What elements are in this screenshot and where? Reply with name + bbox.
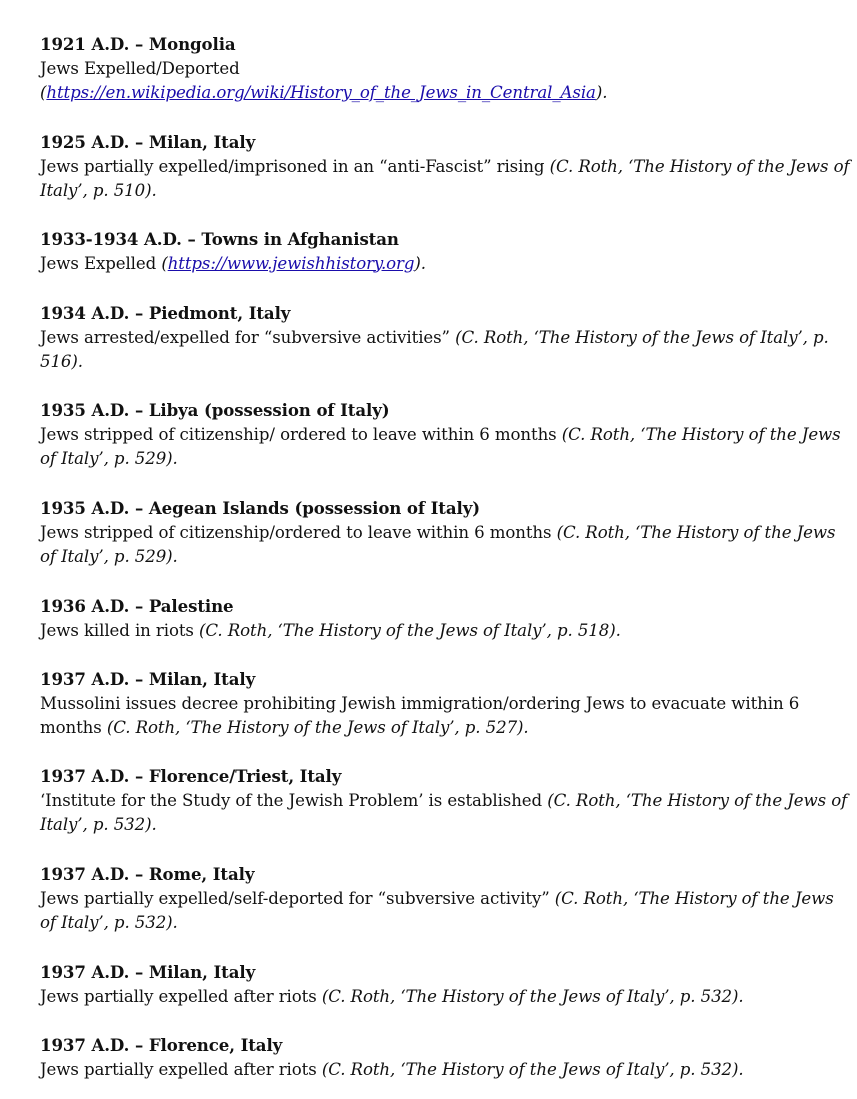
paren-close: ). (414, 253, 426, 273)
entry (40, 130, 852, 204)
entry (40, 398, 852, 472)
entry-description: Jews arrested/expelled for “subversive activities” (40, 327, 456, 347)
entry-text (40, 326, 852, 375)
entry-text (40, 155, 852, 204)
entry-description: Jews Expelled (40, 253, 162, 273)
entry-description: Jews stripped of citizenship/ ordered to leave within 6 months (40, 424, 562, 444)
entry-source: (C. Roth, ‘The History of the Jews of Italy’, p. 532). (321, 1059, 744, 1079)
entry (40, 1033, 744, 1082)
entry-text (40, 57, 607, 82)
entry-source: (C. Roth, ‘The History of the Jews of Italy’, p. 532). (40, 888, 834, 932)
entry (40, 594, 621, 643)
entry-heading: 1936 A.D. – Palestine (40, 596, 234, 616)
entry-heading: 1925 A.D. – Milan, Italy (40, 132, 256, 152)
entry (40, 862, 852, 936)
entry (40, 496, 852, 570)
entry-source: (C. Roth, ‘The History of the Jews of Italy’, p. 516). (40, 327, 829, 371)
entry-heading: 1935 A.D. – Aegean Islands (possession of Italy) (40, 498, 480, 518)
entry-text (40, 252, 426, 277)
entry (40, 960, 744, 1009)
entry-description: Jews partially expelled after riots (40, 986, 322, 1006)
entry-source: (C. Roth, ‘The History of the Jews of Italy’, p. 529). (40, 522, 836, 566)
entry-heading: 1937 A.D. – Florence/Triest, Italy (40, 766, 342, 786)
entry-description: Jews partially expelled after riots (40, 1059, 322, 1079)
entry (40, 227, 426, 276)
entry-text (40, 619, 621, 644)
entry-description: Jews killed in riots (40, 620, 200, 640)
entry-text (40, 423, 852, 472)
entry (40, 764, 852, 838)
entry-heading: 1937 A.D. – Milan, Italy (40, 962, 256, 982)
entry-description: ‘Institute for the Study of the Jewish Problem’ is established (40, 790, 548, 810)
entry-heading: 1937 A.D. – Milan, Italy (40, 669, 256, 689)
entry-source: (C. Roth, ‘The History of the Jews of Italy’, p. 529). (40, 424, 841, 468)
entry-description: Jews Expelled/Deported (40, 58, 240, 78)
entry-heading: 1933-1934 A.D. – Towns in Afghanistan (40, 229, 399, 249)
entry-description: Jews partially expelled/imprisoned in an “anti-Fascist” rising (40, 156, 550, 176)
entry-text (40, 1058, 744, 1083)
entry (40, 667, 852, 741)
paren-open: ( (161, 253, 168, 273)
entry-description: Jews stripped of citizenship/ordered to leave within 6 months (40, 522, 557, 542)
entry-description: Mussolini issues decree prohibiting Jewish immigration/ordering Jews to evacuate within 6 months (40, 693, 800, 737)
entry-text (40, 692, 852, 741)
entry-heading: 1935 A.D. – Libya (possession of Italy) (40, 400, 390, 420)
entry-text (40, 887, 852, 936)
entry (40, 32, 607, 106)
source-link[interactable]: https://www.jewishhistory.org (167, 253, 415, 273)
source-link[interactable]: https://en.wikipedia.org/wiki/History_of_the_Jews_in_Central_Asia (46, 83, 596, 102)
entry-heading: 1937 A.D. – Florence, Italy (40, 1035, 283, 1055)
paren-open: ( (40, 83, 47, 102)
entry-heading: 1937 A.D. – Rome, Italy (40, 864, 255, 884)
entry-text (40, 521, 852, 570)
entry-heading: 1921 A.D. – Mongolia (40, 34, 236, 54)
entry-source: (C. Roth, ‘The History of the Jews of Italy’, p. 510). (40, 156, 850, 200)
entry-source: (C. Roth, ‘The History of the Jews of Italy’, p. 527). (106, 718, 529, 737)
entry-text (40, 789, 852, 838)
entry (40, 301, 852, 375)
paren-close: ). (595, 83, 608, 102)
entry-source (40, 81, 607, 106)
entry-source: (C. Roth, ‘The History of the Jews of Italy’, p. 518). (199, 620, 621, 640)
entry-source: (C. Roth, ‘The History of the Jews of Italy’, p. 532). (40, 790, 848, 834)
entry-heading: 1934 A.D. – Piedmont, Italy (40, 303, 291, 323)
entry-description: Jews partially expelled/self-deported for “subversive activity” (40, 888, 555, 908)
entry-text (40, 985, 744, 1010)
entry-source: (C. Roth, ‘The History of the Jews of Italy’, p. 532). (321, 986, 744, 1006)
